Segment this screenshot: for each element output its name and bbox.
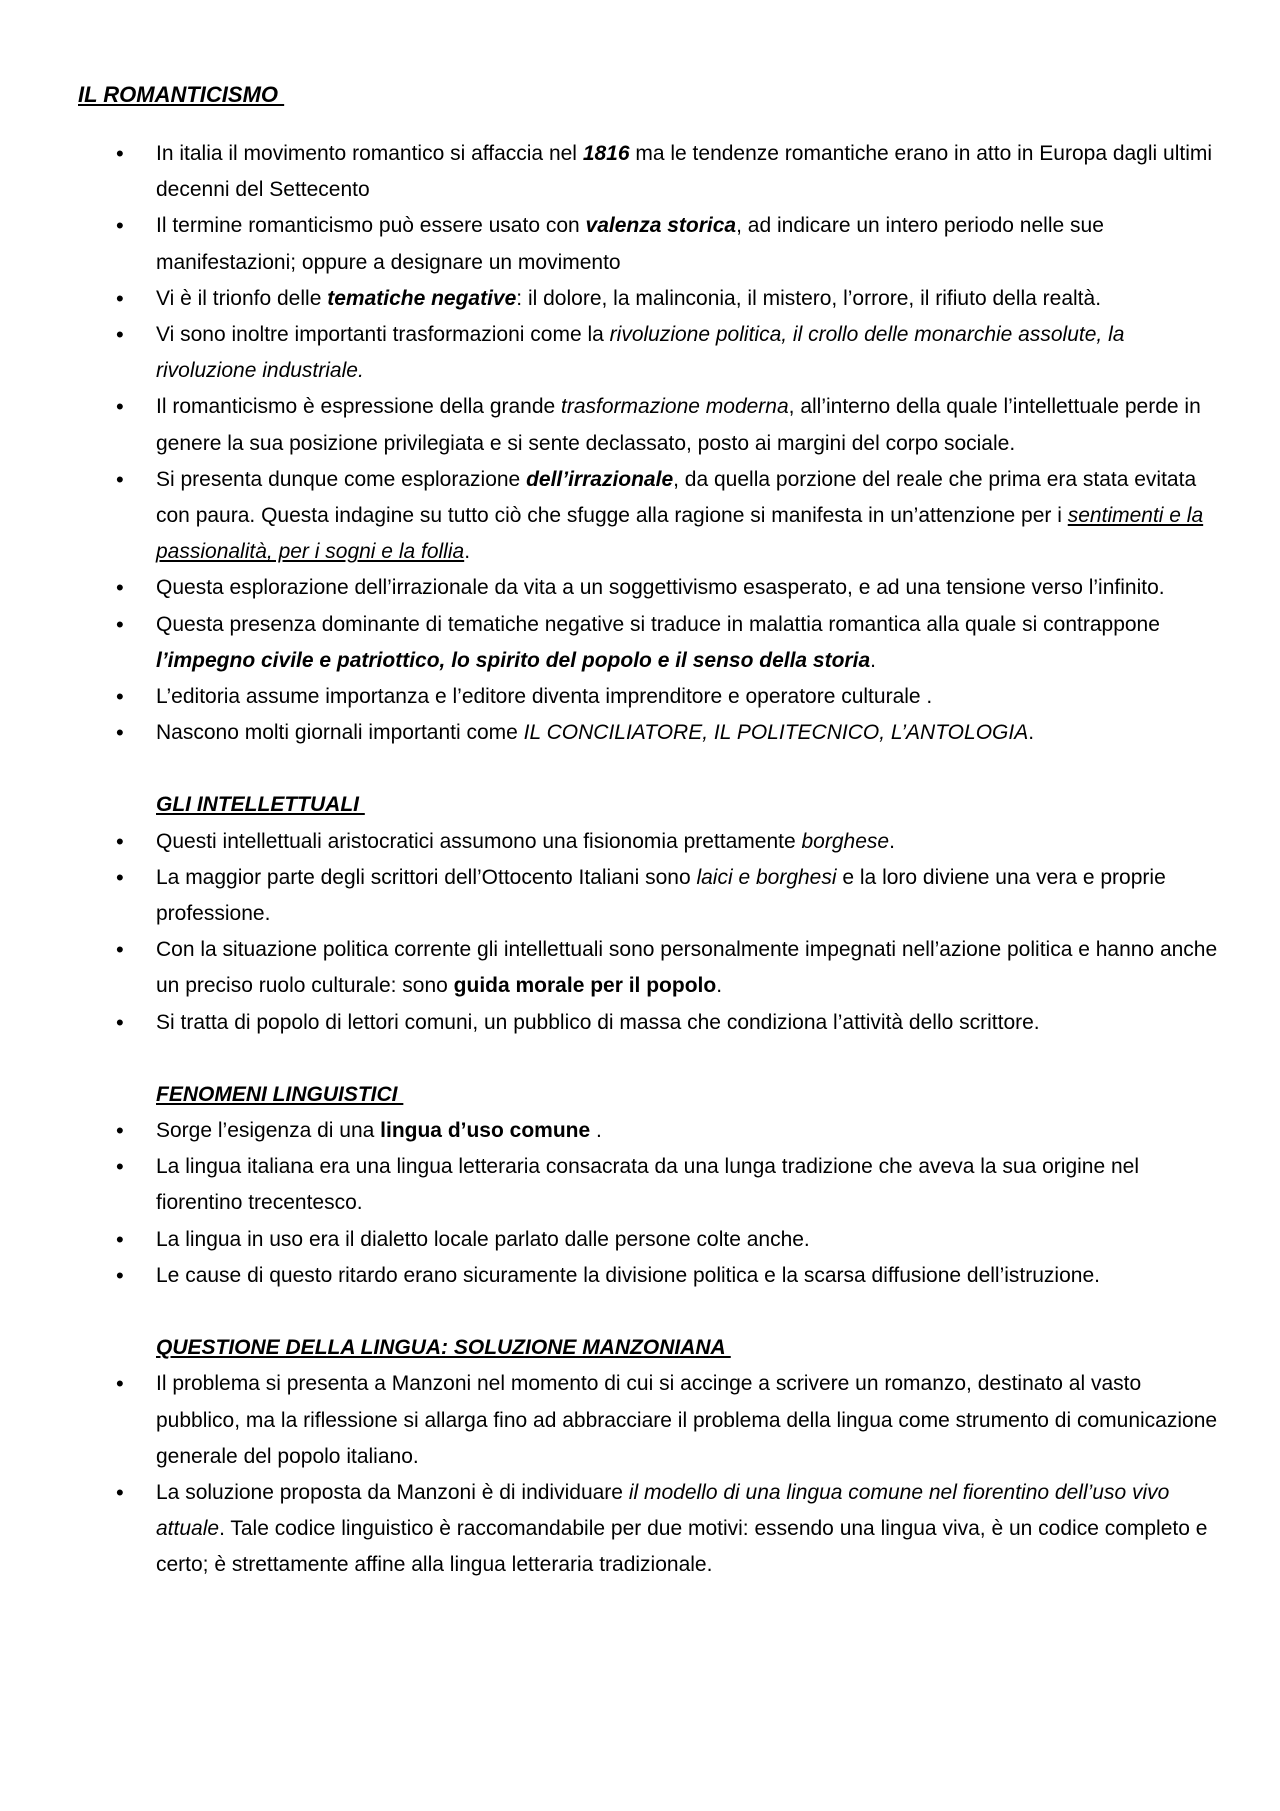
list-item: • Sorge l’esigenza di una lingua d’uso comune . xyxy=(78,1113,1220,1149)
fenomeni-list xyxy=(78,1113,1220,1294)
list-item: • Si tratta di popolo di lettori comuni, un pubblico di massa che condiziona l’attività dello scrittore. xyxy=(78,1005,1220,1041)
list-item: • Vi è il trionfo delle tematiche negative: il dolore, la malinconia, il mistero, l’orrore, il rifiuto della realtà. xyxy=(78,281,1220,317)
romanticismo-list xyxy=(78,136,1220,751)
list-item: • Le cause di questo ritardo erano sicuramente la divisione politica e la scarsa diffusione dell’istruzione. xyxy=(78,1258,1220,1294)
list-item: • La lingua in uso era il dialetto locale parlato dalle persone colte anche. xyxy=(78,1222,1220,1258)
list-item: • La lingua italiana era una lingua letteraria consacrata da una lunga tradizione che aveva la sua origine nel fiorentino trecentesco. xyxy=(78,1149,1220,1221)
list-item: • Il problema si presenta a Manzoni nel momento di cui si accinge a scrivere un romanzo, destinato al vasto pubblico, ma la riflessione si allarga fino ad abbracciare il problema della lingua come strumento di comunicazione generale del popolo italiano. xyxy=(78,1366,1220,1475)
list-item: • In italia il movimento romantico si affaccia nel 1816 ma le tendenze romantiche erano in atto in Europa dagli ultimi decenni del Settecento xyxy=(78,136,1220,208)
intellettuali-list xyxy=(78,824,1220,1041)
list-item: • L’editoria assume importanza e l’editore diventa imprenditore e operatore culturale . xyxy=(78,679,1220,715)
list-item: • Con la situazione politica corrente gli intellettuali sono personalmente impegnati nell’azione politica e hanno anche un preciso ruolo culturale: sono guida morale per il popolo. xyxy=(78,932,1220,1004)
list-item: • Il termine romanticismo può essere usato con valenza storica, ad indicare un intero periodo nelle sue manifestazioni; oppure a designare un movimento xyxy=(78,208,1220,280)
section-heading-fenomeni: FENOMENI LINGUISTICI xyxy=(156,1082,404,1106)
list-item: • La soluzione proposta da Manzoni è di individuare il modello di una lingua comune nel fiorentino dell’uso vivo attuale. Tale codice linguistico è raccomandabile per due motivi: essendo una lingua viva, è un codice completo e certo; è strettamente affine alla lingua letteraria tradizionale. xyxy=(78,1475,1220,1584)
list-item: • Il romanticismo è espressione della grande trasformazione moderna, all’interno della quale l’intellettuale perde in genere la sua posizione privilegiata e si sente declassato, posto ai margini del corpo sociale. xyxy=(78,389,1220,461)
list-item: • Questa presenza dominante di tematiche negative si traduce in malattia romantica alla quale si contrappone l’impegno civile e patriottico, lo spirito del popolo e il senso della storia. xyxy=(78,607,1220,679)
list-item: • Nascono molti giornali importanti come IL CONCILIATORE, IL POLITECNICO, L’ANTOLOGIA. xyxy=(78,715,1220,751)
list-item: • Vi sono inoltre importanti trasformazioni come la rivoluzione politica, il crollo delle monarchie assolute, la rivoluzione industriale. xyxy=(78,317,1220,389)
list-item: • Si presenta dunque come esplorazione dell’irrazionale, da quella porzione del reale che prima era stata evitata con paura. Questa indagine su tutto ciò che sfugge alla ragione si manifesta in un’attenzione per i sentimenti e la passionalità, per i sogni e la follia. xyxy=(78,462,1220,571)
list-item: • Questi intellettuali aristocratici assumono una fisionomia prettamente borghese. xyxy=(78,824,1220,860)
section-heading-intellettuali: GLI INTELLETTUALI xyxy=(156,793,365,817)
document-title: IL ROMANTICISMO xyxy=(78,82,285,107)
questione-list xyxy=(78,1366,1220,1583)
list-item: • Questa esplorazione dell’irrazionale da vita a un soggettivismo esasperato, e ad una tensione verso l’infinito. xyxy=(78,570,1220,606)
list-item: • La maggior parte degli scrittori dell’Ottocento Italiani sono laici e borghesi e la loro diviene una vera e proprie professione. xyxy=(78,860,1220,932)
section-heading-questione: QUESTIONE DELLA LINGUA: SOLUZIONE MANZONIANA xyxy=(156,1336,731,1360)
